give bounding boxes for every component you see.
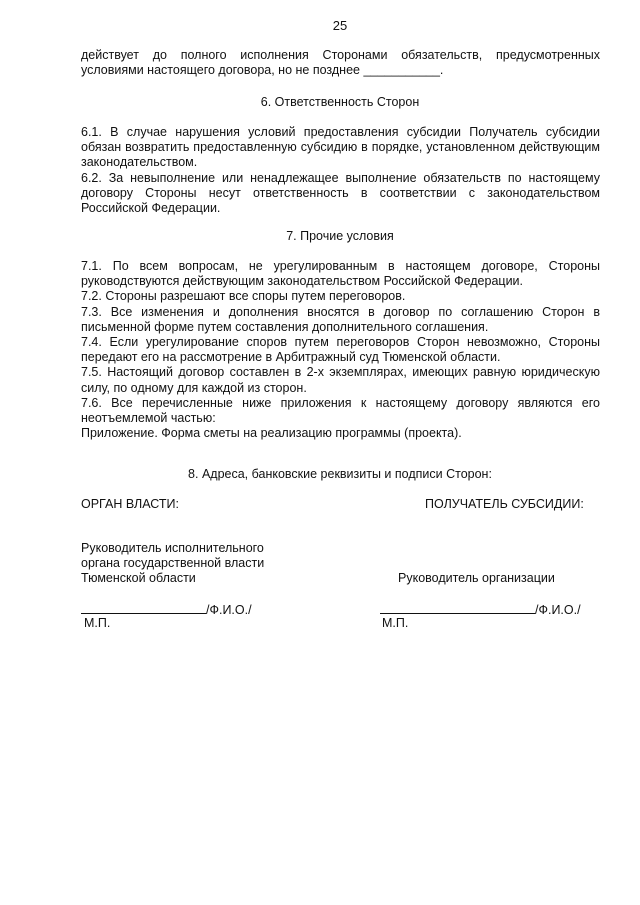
right-signature-blank (380, 601, 535, 614)
clause-7-6: 7.6. Все перечисленные ниже приложения к настоящему договору являются его неотъемлемой частью: (81, 395, 600, 426)
intro-text: действует до полного исполнения Сторонами обязательств, предусмотренных условиями настоящего договора, но не позднее ___________. (81, 48, 600, 78)
intro-paragraph (81, 48, 600, 78)
clause-7-3: 7.3. Все изменения и дополнения вносятся в договор по соглашению Сторон в письменной форме путем составления дополнительного соглашения. (81, 304, 600, 334)
section-6-heading: 6. Ответственность Сторон (260, 95, 420, 109)
section-8-heading: 8. Адреса, банковские реквизиты и подписи Сторон: (188, 467, 492, 481)
section-7-heading: 7. Прочие условия (286, 229, 394, 243)
clause-6-2: 6.2. За невыполнение или ненадлежащее выполнение обязательств по настоящему договору Стороны несут ответственность в соответствии с законодательством Российской Федерации. (81, 170, 600, 216)
section-6-body (81, 125, 600, 216)
left-seal-label: М.П. (84, 616, 111, 630)
clause-6-1: 6.1. В случае нарушения условий предоставления субсидии Получатель субсидии обязан возвратить предоставленную субсидию в порядке, установленном действующим законодательством. (81, 125, 600, 170)
clause-7-4: 7.4. Если урегулирование споров путем переговоров Сторон невозможно, Стороны передают его на рассмотрение в Арбитражный суд Тюменской области. (81, 335, 600, 365)
right-position-line: Руководитель организации (398, 571, 555, 585)
clause-7-2: 7.2. Стороны разрешают все споры путем переговоров. (81, 289, 406, 304)
appendix-line: Приложение. Форма сметы на реализацию программы (проекта). (81, 426, 462, 441)
right-seal-label: М.П. (382, 616, 409, 630)
clause-7-1: 7.1. По всем вопросам, не урегулированным в настоящем договоре, Стороны руководствуются действующим законодательством Российской Федерации. (81, 259, 600, 289)
right-party-label: ПОЛУЧАТЕЛЬ СУБСИДИИ: (425, 497, 584, 511)
left-signature-label: /Ф.И.О./ (206, 603, 252, 617)
section-7-body (81, 259, 600, 441)
right-signature-label: /Ф.И.О./ (535, 603, 581, 617)
clause-7-5: 7.5. Настоящий договор составлен в 2-х экземплярах, имеющих равную юридическую силу, по одному для каждой из сторон. (81, 365, 600, 395)
page-number: 25 (332, 18, 348, 33)
left-position-line-1: Руководитель исполнительного (81, 541, 264, 555)
right-signature-line (380, 601, 581, 618)
left-party-label: ОРГАН ВЛАСТИ: (81, 497, 179, 511)
left-signature-blank (81, 601, 206, 614)
left-position-line-3: Тюменской области (81, 571, 196, 585)
left-position-line-2: органа государственной власти (81, 556, 265, 570)
